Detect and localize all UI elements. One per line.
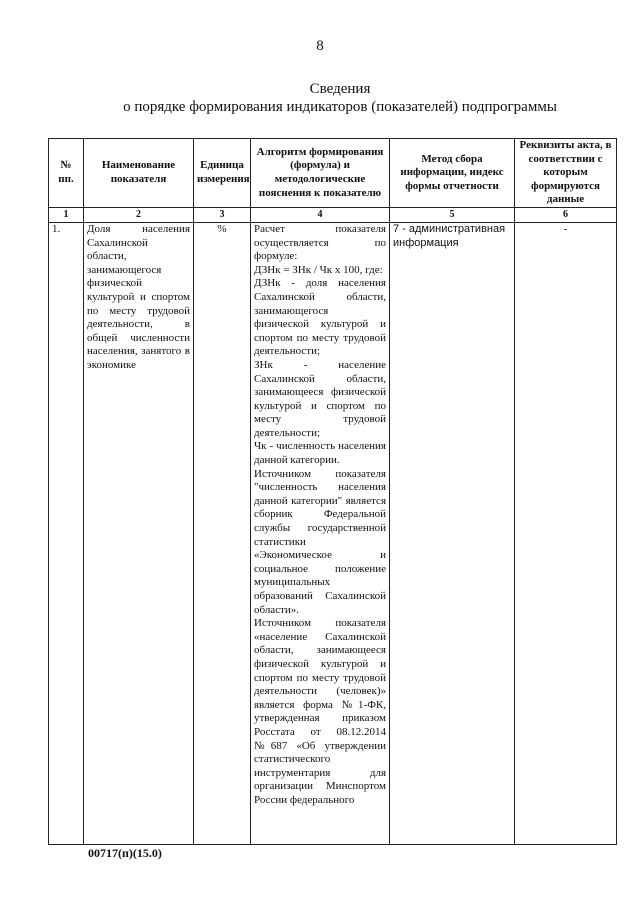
collection-method: 7 - административная информация: [390, 222, 515, 844]
algorithm-line: Чк - численность населения данной категории.: [254, 440, 386, 467]
table-row: [49, 222, 617, 844]
algorithm-line: Расчет показателя осуществляется по формуле:: [254, 222, 386, 263]
header-number: № пп.: [49, 139, 84, 208]
column-number: 1: [49, 207, 84, 222]
algorithm-line: Источником показателя "численность населения данной категории" является сборник Федеральной службы государственной статистики «Экономическое и социальное положение муниципальных образований Сахалинской области».: [254, 467, 386, 616]
document-title: Сведения: [309, 81, 371, 97]
indicator-unit: %: [194, 222, 251, 844]
header-algorithm: Алгоритм формирования (формула) и методологические пояснения к показателю: [251, 139, 390, 208]
algorithm-line: ДЗНк - доля населения Сахалинской области, занимающегося физической культурой и спортом по месту трудовой деятельности;: [254, 277, 386, 358]
row-number: 1.: [49, 222, 84, 844]
table-header-row: [49, 139, 617, 208]
column-number: 5: [390, 207, 515, 222]
indicator-algorithm: [251, 222, 390, 844]
header-method: Метод сбора информации, индекс формы отчетности: [390, 139, 515, 208]
indicators-table: [48, 138, 617, 845]
algorithm-line: ЗНк - население Сахалинской области, занимающееся физической культурой и спортом по месту трудовой деятельности;: [254, 358, 386, 439]
column-number: 3: [194, 207, 251, 222]
header-indicator-name: Наименование показателя: [84, 139, 194, 208]
column-numbers-row: [49, 207, 617, 222]
column-number: 2: [84, 207, 194, 222]
column-number: 4: [251, 207, 390, 222]
header-requisites: Реквизиты акта, в соответствии с которым формируются данные: [515, 139, 617, 208]
column-number: 6: [515, 207, 617, 222]
header-unit: Единица измерения: [194, 139, 251, 208]
document-code: 00717(п)(15.0): [88, 846, 162, 860]
algorithm-line: Источником показателя «население Сахалинской области, занимающееся физической культурой и спортом по месту трудовой деятельности (человек)» является форма №1-ФК, утвержденная приказом Росстата от 08.12.2014 №687 «Об утверждении статистического инструментария для организации Минспортом России федерального: [254, 617, 386, 806]
act-requisites: -: [515, 222, 617, 844]
indicator-name: Доля населения Сахалинской области, занимающегося физической культурой и спортом по месту трудовой деятельности, в общей численности населения, занятого в экономике: [84, 222, 194, 844]
algorithm-formula: ДЗНк = ЗНк / Чк х 100, где:: [254, 263, 383, 276]
document-subtitle: о порядке формирования индикаторов (показателей) подпрограммы: [123, 99, 557, 115]
page-number: 8: [316, 38, 324, 54]
